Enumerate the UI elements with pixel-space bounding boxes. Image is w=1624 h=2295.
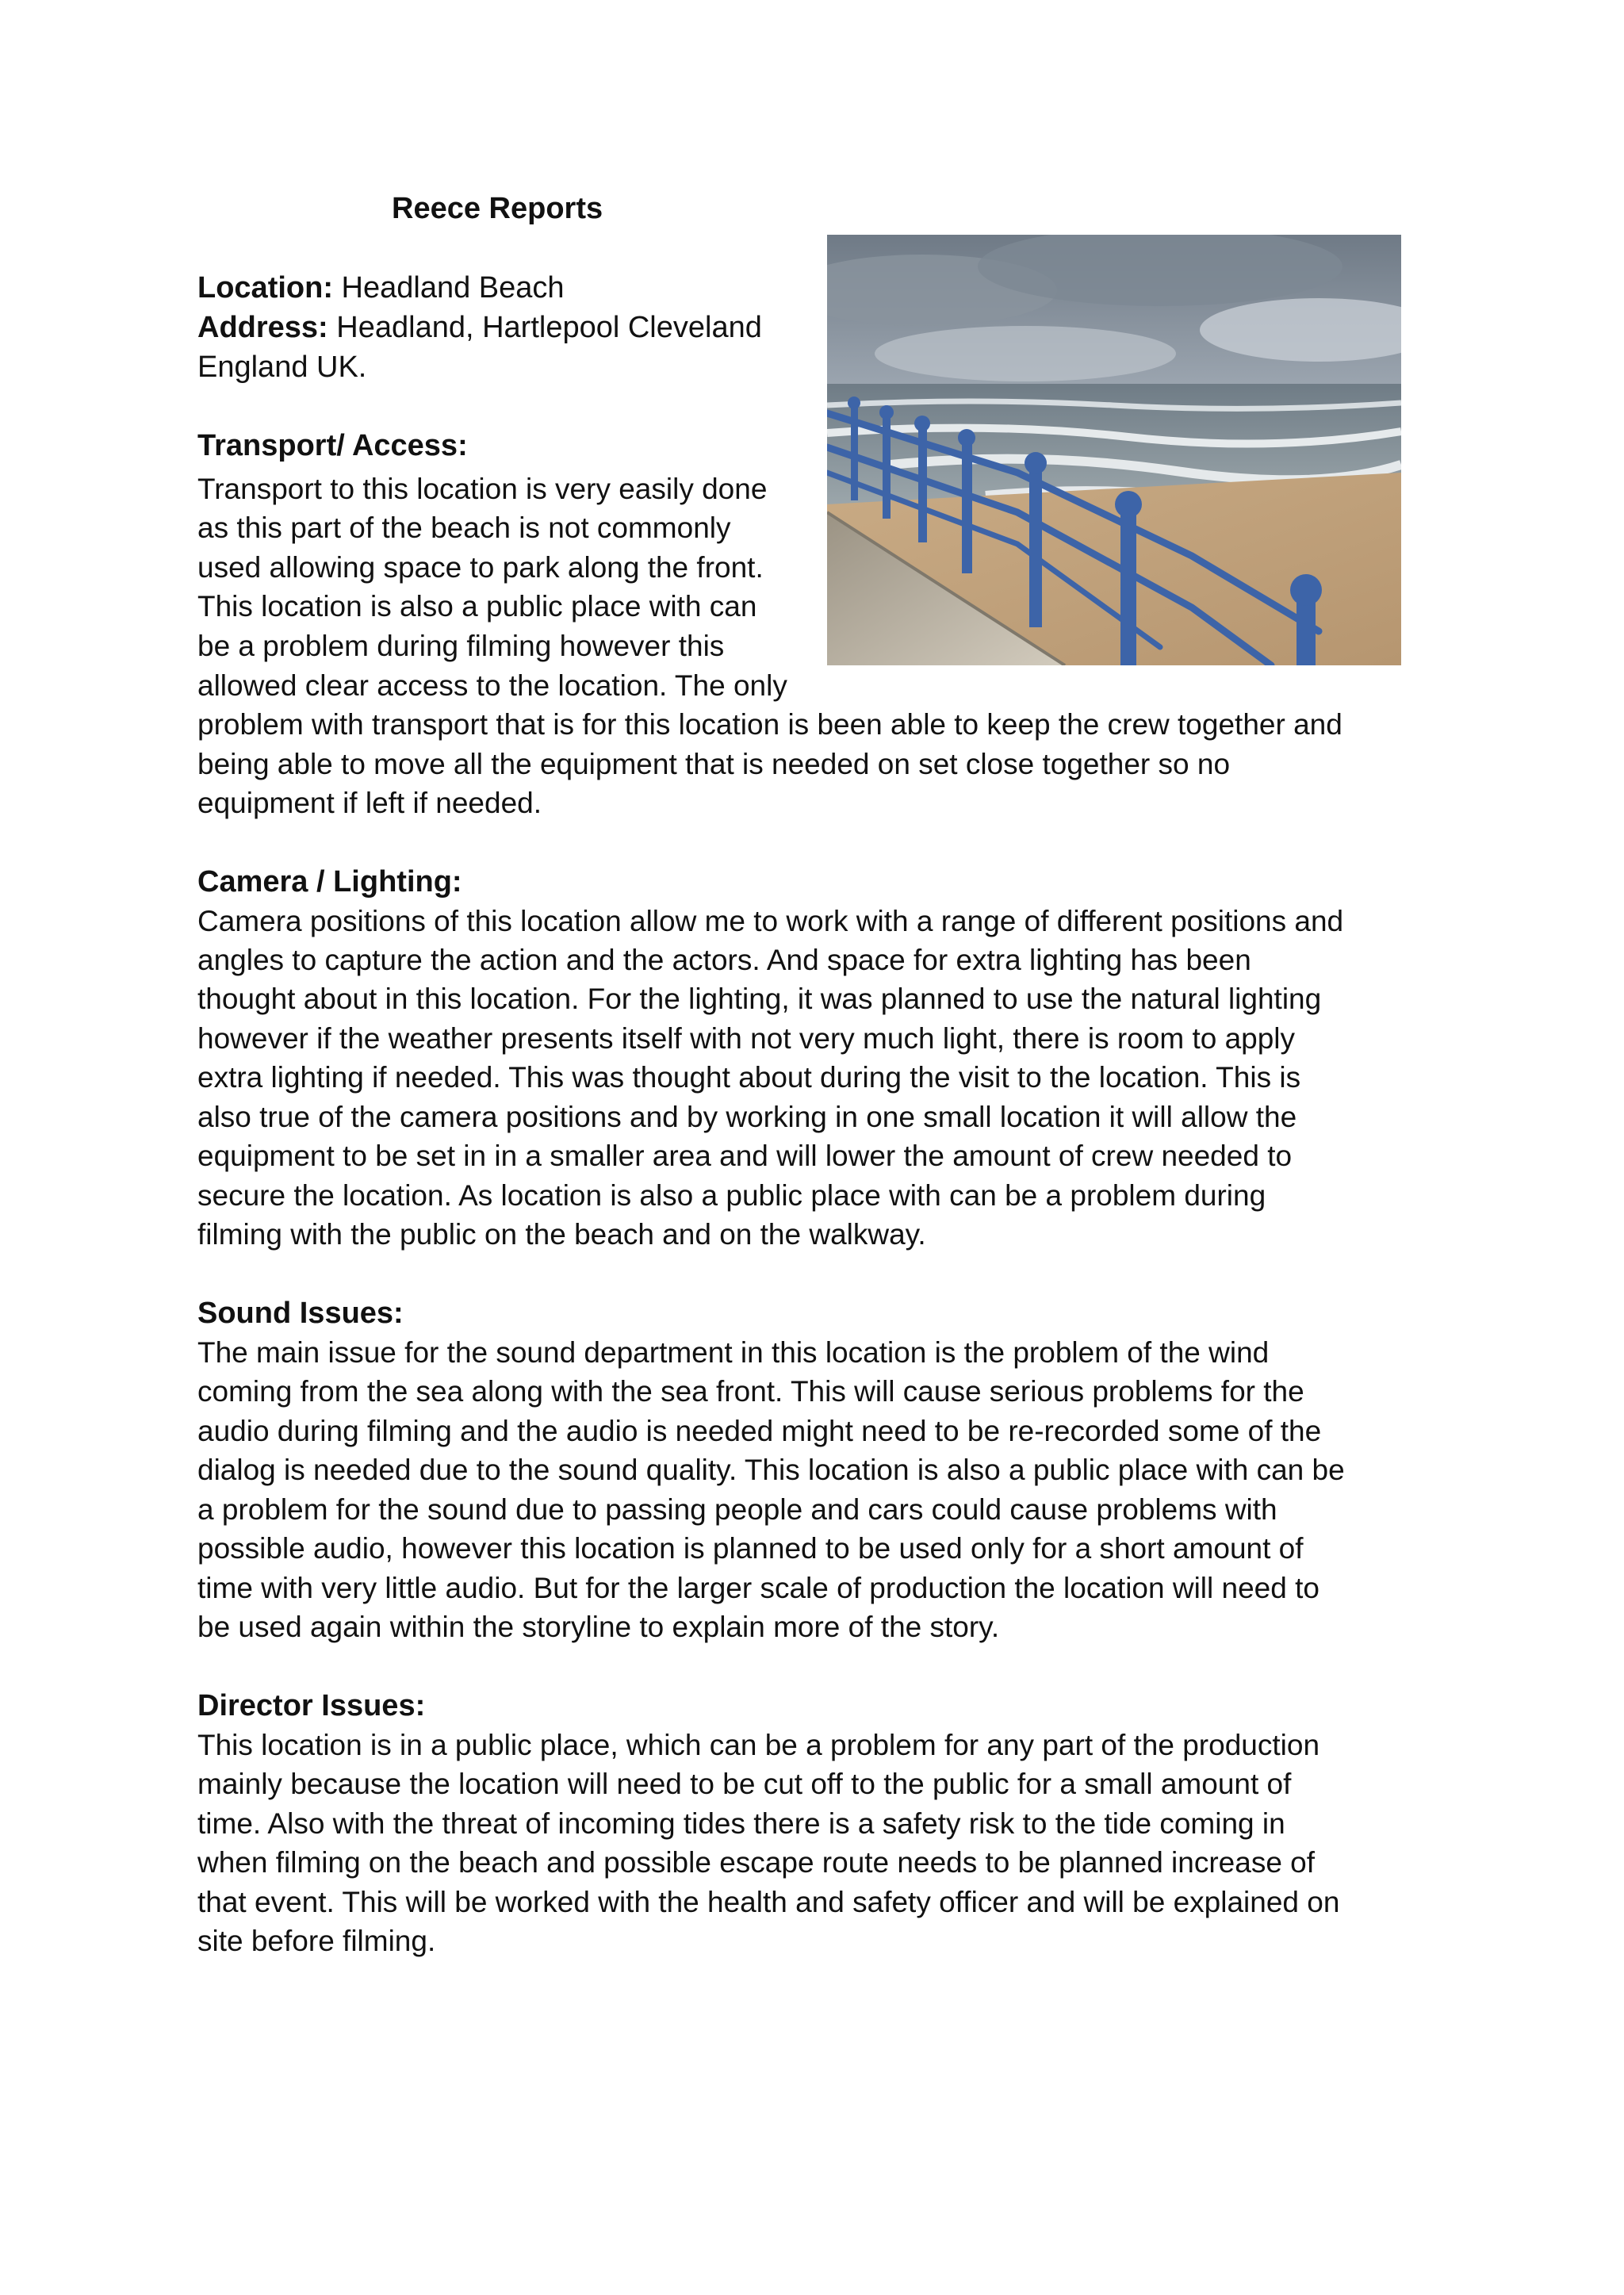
transport-line: being able to move all the equipment that is needed on set close together so no: [197, 748, 1231, 780]
camera-lighting-line: however if the weather presents itself with not very much light, there is room to apply: [197, 1022, 1296, 1055]
camera-lighting-line: equipment to be set in in a smaller area and will lower the amount of crew needed to: [197, 1140, 1293, 1172]
transport-line: problem with transport that is for this location is been able to keep the crew together and: [197, 708, 1342, 741]
director-line: This location is in a public place, which can be a problem for any part of the production: [197, 1729, 1320, 1761]
camera-lighting-line: thought about in this location. For the lighting, it was planned to use the natural lighting: [197, 983, 1322, 1015]
address-row: [197, 308, 800, 347]
transport-line: used allowing space to park along the front.: [197, 551, 764, 584]
sound-line: The main issue for the sound department in this location is the problem of the wind: [197, 1336, 1270, 1369]
transport-line: Transport to this location is very easily done: [197, 473, 768, 505]
camera-lighting-line: secure the location. As location is also a public place with can be a problem during: [197, 1179, 1266, 1212]
beach-photo: [827, 235, 1401, 665]
sound-line: audio during filming and the audio is needed might need to be re-recorded some of the: [197, 1415, 1322, 1447]
sound-line: time with very little audio. But for the larger scale of production the location will need to: [197, 1572, 1320, 1604]
address-label: Address:: [197, 311, 328, 344]
location-row: [197, 268, 800, 308]
director-line: that event. This will be worked with the health and safety officer and will be explained on: [197, 1886, 1340, 1918]
sound-line: possible audio, however this location is planned to be used only for a short amount of: [197, 1532, 1304, 1565]
address-value-line1: Headland, Hartlepool Cleveland: [336, 311, 762, 344]
section-heading-director: Director Issues:: [197, 1689, 426, 1722]
location-label: Location:: [197, 271, 333, 305]
sound-line: be used again within the storyline to explain more of the story.: [197, 1611, 1000, 1643]
transport-line: be a problem during filming however this: [197, 630, 725, 662]
sound-line: a problem for the sound due to passing people and cars could cause problems with: [197, 1493, 1277, 1526]
transport-line: as this part of the beach is not commonly: [197, 511, 731, 544]
location-details: [197, 268, 800, 387]
director-line: time. Also with the threat of incoming tides there is a safety risk to the tide coming in: [197, 1807, 1285, 1840]
sound-line: dialog is needed due to the sound quality. This location is also a public place with can be: [197, 1454, 1345, 1486]
section-heading-camera-lighting: Camera / Lighting:: [197, 865, 462, 898]
transport-line: equipment if left if needed.: [197, 787, 542, 819]
sound-line: coming from the sea along with the sea front. This will cause serious problems for the: [197, 1375, 1304, 1408]
director-line: when filming on the beach and possible escape route needs to be planned increase of: [197, 1846, 1316, 1879]
director-line: mainly because the location will need to be cut off to the public for a small amount of: [197, 1768, 1292, 1800]
camera-lighting-line: also true of the camera positions and by working in one small location it will allow the: [197, 1101, 1297, 1133]
camera-lighting-line: Camera positions of this location allow me to work with a range of different positions and: [197, 905, 1344, 937]
location-value: Headland Beach: [341, 271, 565, 305]
address-value-line2: England UK.: [197, 351, 367, 384]
transport-line: This location is also a public place with can: [197, 590, 757, 623]
section-heading-sound: Sound Issues:: [197, 1297, 404, 1330]
transport-line: allowed clear access to the location. The only: [197, 669, 787, 702]
address-row-2: [197, 347, 800, 387]
camera-lighting-line: extra lighting if needed. This was thought about during the visit to the location. This is: [197, 1061, 1301, 1094]
section-heading-transport: Transport/ Access:: [197, 429, 468, 462]
camera-lighting-line: angles to capture the action and the actors. And space for extra lighting has been: [197, 944, 1251, 976]
beach-photo-image: [827, 235, 1401, 665]
page-title: Reece Reports: [392, 192, 603, 225]
director-line: site before filming.: [197, 1925, 436, 1957]
camera-lighting-line: filming with the public on the beach and on the walkway.: [197, 1218, 926, 1251]
